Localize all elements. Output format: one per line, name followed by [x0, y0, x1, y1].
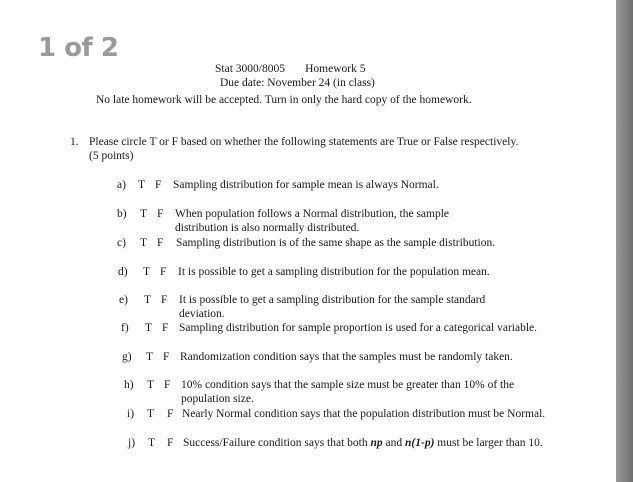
false-option[interactable]: F [155, 179, 162, 191]
n1p-term: n(1-p) [405, 437, 435, 449]
item-label: e) [119, 294, 128, 306]
item-label: d) [118, 266, 128, 278]
item-label: j) [128, 437, 136, 449]
false-option[interactable]: F [162, 322, 169, 334]
true-option[interactable]: T [143, 266, 151, 278]
item-statement: Sampling distribution is of the same shape as the sample distribution. [176, 237, 496, 249]
true-option[interactable]: T [147, 408, 155, 420]
item-label: h) [124, 379, 134, 391]
true-option[interactable]: T [138, 179, 146, 191]
page-counter: 1 of 2 [38, 33, 119, 63]
item-statement: It is possible to get a sampling distribution for the sample standard deviation. [179, 294, 486, 320]
true-option[interactable]: T [140, 208, 148, 220]
false-option[interactable]: F [157, 208, 164, 220]
question-number: 1. [70, 136, 79, 148]
true-option[interactable]: T [140, 237, 148, 249]
false-option[interactable]: F [167, 437, 174, 449]
course-title: Stat 3000/8005 Homework 5 [215, 63, 366, 75]
and-word: and [382, 437, 406, 449]
item-label: c) [117, 237, 126, 249]
question-prompt: Please circle T or F based on whether the following statements are True or False respectively. (5 points) [89, 136, 519, 162]
viewer-background [616, 0, 633, 482]
false-option[interactable]: F [161, 294, 168, 306]
item-label: g) [122, 351, 132, 363]
due-date: Due date: November 24 (in class) [220, 77, 375, 89]
true-option[interactable]: T [144, 294, 152, 306]
false-option[interactable]: F [164, 379, 171, 391]
item-statement [183, 437, 548, 451]
statement-text-end: must be larger than 10. [434, 437, 543, 449]
late-policy-notice: No late homework will be accepted. Turn in only the hard copy of the homework. [96, 94, 472, 106]
false-option[interactable]: F [160, 266, 167, 278]
item-statement: Sampling distribution for sample mean is always Normal. [173, 179, 439, 191]
true-option[interactable]: T [148, 437, 156, 449]
false-option[interactable]: F [163, 351, 170, 363]
item-statement: Sampling distribution for sample proportion is used for a categorical variable. [179, 322, 538, 334]
false-option[interactable]: F [157, 237, 164, 249]
item-statement: It is possible to get a sampling distribution for the population mean. [178, 266, 490, 278]
item-statement: 10% condition says that the sample size must be greater than 10% of the population size. [181, 379, 515, 405]
item-label: f) [121, 322, 129, 334]
item-statement: Nearly Normal condition says that the population distribution must be Normal. [182, 408, 546, 420]
item-label: b) [117, 208, 127, 220]
item-label: i) [127, 408, 135, 420]
true-option[interactable]: T [146, 351, 154, 363]
false-option[interactable]: F [167, 408, 174, 420]
statement-text: Success/Failure condition says that both [183, 437, 371, 449]
item-statement: When population follows a Normal distribution, the sample distribution is also normally distributed. [175, 208, 450, 234]
np-term: np [370, 437, 383, 449]
item-statement: Randomization condition says that the samples must be randomly taken. [180, 351, 513, 363]
item-label: a) [117, 179, 126, 191]
true-option[interactable]: T [147, 379, 155, 391]
true-option[interactable]: T [145, 322, 153, 334]
